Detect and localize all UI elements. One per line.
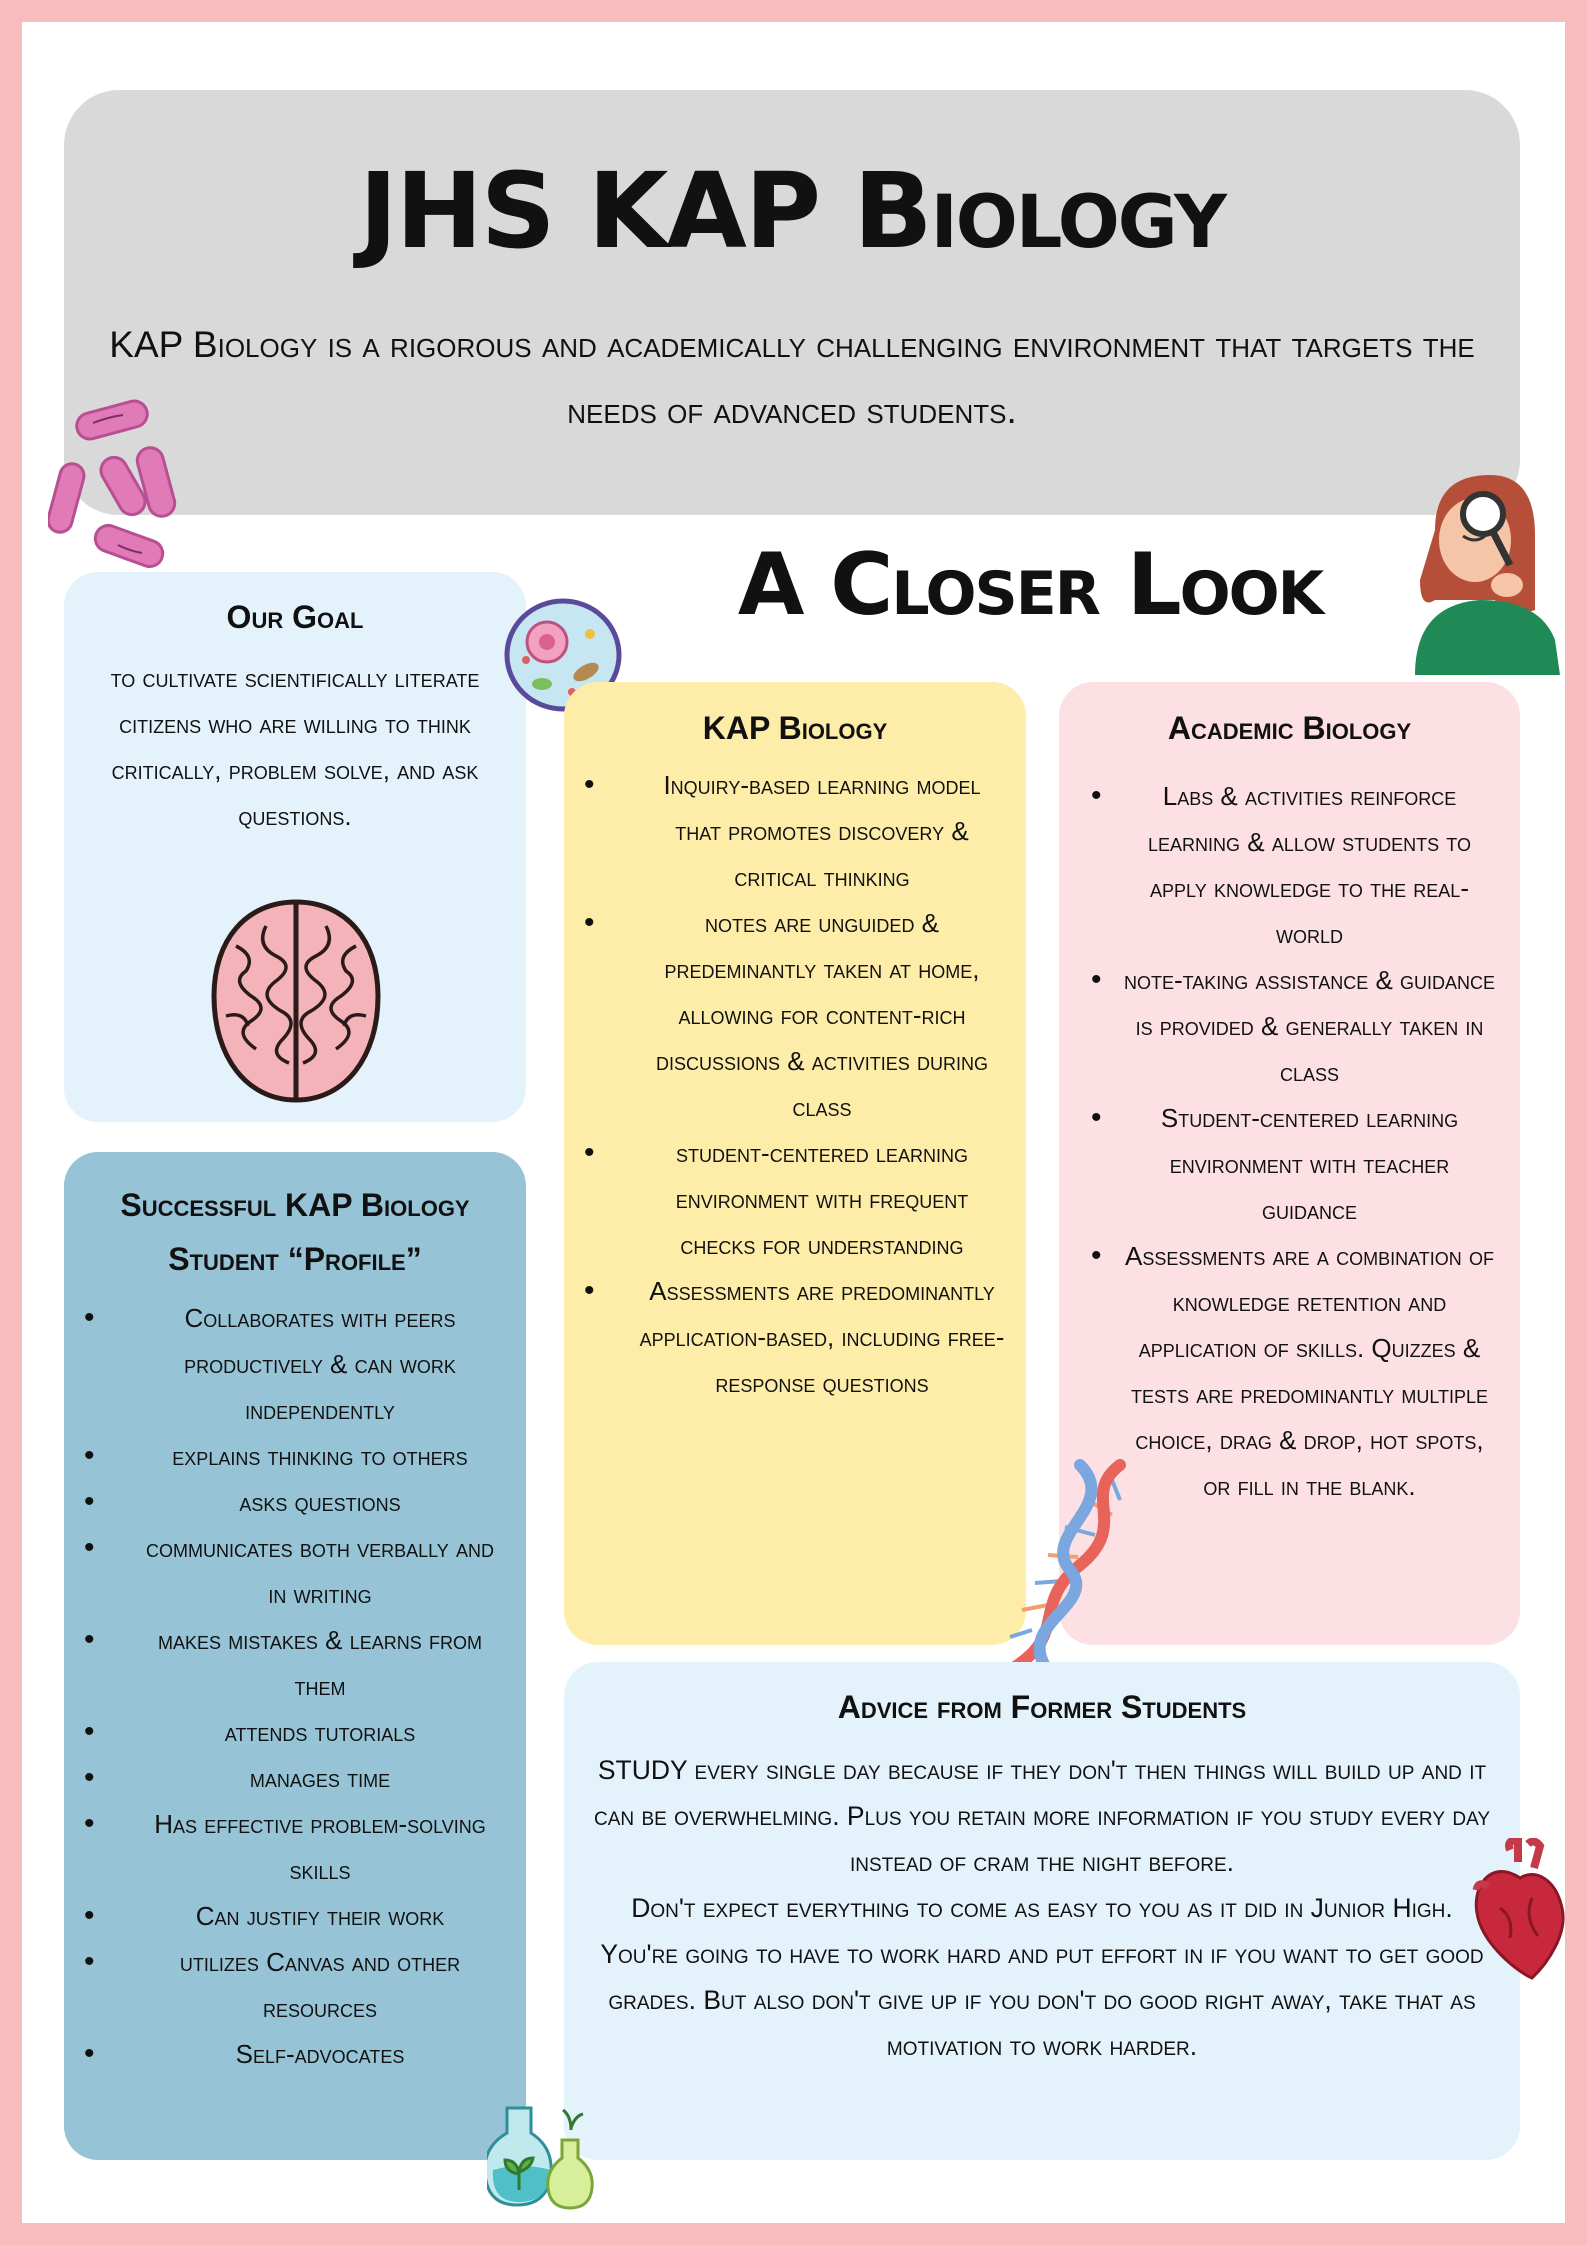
advice-title: Advice from Former Students (837, 1689, 1247, 1725)
kap-list (638, 762, 1006, 1406)
academic-title: Academic Biology (1167, 710, 1412, 746)
advice-paragraph-2: Don't expect everything to come as easy to you as it did in Junior High. You're going to have to work hard and put effort in if you want to get good grades. But also don't give up if you don't do good right away, take that as motivation to work harder. (600, 1893, 1484, 2061)
profile-title-line1: Successful KAP Biology (120, 1187, 470, 1223)
goal-title: Our Goal (226, 599, 364, 635)
page-subtitle: KAP Biology is a rigorous and academically challenging environment that targets the needs of advanced students. (109, 324, 1475, 431)
list-item: • makes mistakes & learns from them (134, 1617, 506, 1709)
list-item: • asks questions (134, 1479, 506, 1525)
bacteria-icon (48, 395, 218, 575)
kap-biology-card (564, 682, 1026, 1645)
advice-text (594, 1747, 1490, 2069)
list-item: • utilizes Canvas and other resources (134, 1939, 506, 2031)
header-banner (64, 90, 1520, 515)
profile-list (134, 1295, 506, 2077)
closer-look-heading: A Closer Look (737, 535, 1323, 635)
list-item: • student-centered learning environment with frequent checks for understanding (638, 1130, 1006, 1268)
flask-plant-icon (487, 2100, 602, 2210)
list-item: • Labs & activities reinforce learning & allow students to apply knowledge to the real-world (1121, 773, 1498, 957)
heart-icon (1470, 1838, 1570, 1983)
profile-title-line2: Student “Profile” (168, 1241, 422, 1277)
girl-magnifier-icon (1395, 470, 1565, 675)
list-item: • note-taking assistance & guidance is provided & generally taken in class (1121, 957, 1498, 1095)
profile-card (64, 1152, 526, 2160)
list-item: • Assessments are a combination of knowledge retention and application of skills. Quizzes & tests are predominantly multiple choice, drag & drop, hot spots, or fill in the blank. (1121, 1233, 1498, 1509)
list-item: • Student-centered learning environment with teacher guidance (1121, 1095, 1498, 1233)
list-item: • Collaborates with peers productively & can work independently (134, 1295, 506, 1433)
list-item: • communicates both verbally and in writing (134, 1525, 506, 1617)
brain-icon (206, 896, 386, 1106)
advice-card (564, 1662, 1520, 2160)
academic-list (1121, 773, 1498, 1509)
list-item: • manages time (134, 1755, 506, 1801)
advice-paragraph-1: STUDY every single day because if they don't then things will build up and it can be overwhelming. Plus you retain more information if you study every day instead of cram the night before. (594, 1755, 1491, 1877)
list-item: • Assessments are predominantly application-based, including free-response questions (638, 1268, 1006, 1406)
list-item: • Can justify their work (134, 1893, 506, 1939)
page-title: JHS KAP Biology (359, 150, 1225, 272)
goal-card (64, 572, 526, 1122)
dna-icon (970, 1455, 1150, 1680)
list-item: • Self-advocates (134, 2031, 506, 2077)
kap-title: KAP Biology (702, 710, 888, 746)
profile-title (74, 1178, 516, 1286)
list-item: • attends tutorials (134, 1709, 506, 1755)
list-item: • Inquiry-based learning model that promotes discovery & critical thinking (638, 762, 1006, 900)
goal-text: to cultivate scientifically literate citizens who are willing to think critically, problem solve, and ask questions. (110, 663, 480, 831)
list-item: • Has effective problem-solving skills (134, 1801, 506, 1893)
list-item: • explains thinking to others (134, 1433, 506, 1479)
list-item: • notes are unguided & predeminantly taken at home, allowing for content-rich discussions & activities during class (638, 900, 1006, 1130)
